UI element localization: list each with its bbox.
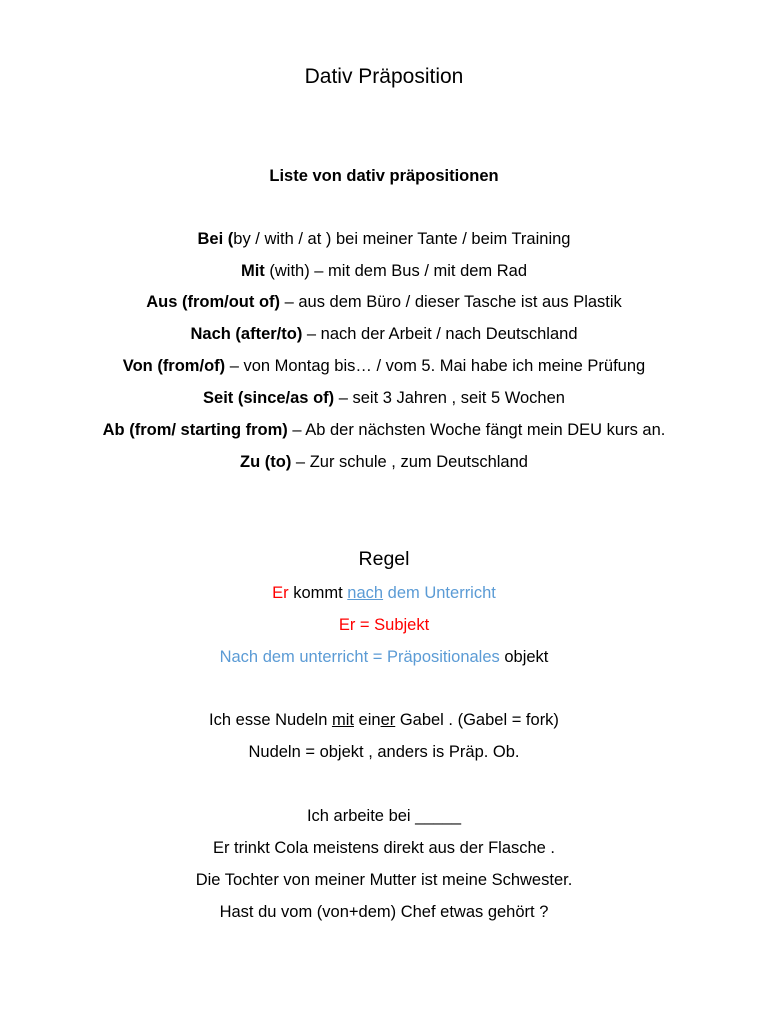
- preposition-term: Zu (to): [240, 453, 292, 471]
- preposition-term: Bei (: [197, 230, 234, 248]
- verb-text: kommt: [288, 584, 348, 602]
- list-item: [0, 451, 768, 473]
- preposition-word: mit: [331, 711, 354, 729]
- exercise-line: Er trinkt Cola meistens direkt aus der Flasche .: [212, 839, 556, 857]
- example-sentence: [0, 582, 768, 604]
- list-item: [0, 419, 768, 441]
- example-sentence-2: [0, 709, 768, 731]
- preposition-example: – von Montag bis… / vom 5. Mai habe ich meine Prüfung: [225, 357, 646, 375]
- sentence-part: Gabel . (Gabel = fork): [395, 711, 559, 729]
- preposition-example: by / with / at ) bei meiner Tante / beim Training: [233, 230, 571, 248]
- list-item: [0, 260, 768, 282]
- list-heading: Liste von dativ präpositionen: [269, 167, 499, 185]
- object-note-blue: Nach dem unterricht = Präpositionales: [219, 648, 500, 666]
- preposition-term: Mit: [240, 262, 265, 280]
- preposition-example: – nach der Arbeit / nach Deutschland: [302, 325, 578, 343]
- preposition-term: Nach (after/to): [190, 325, 303, 343]
- subject-word: Er: [272, 584, 289, 602]
- sentence-part: Ich esse Nudeln: [209, 711, 332, 729]
- object-note: [0, 646, 768, 668]
- sentence-2-note: Nudeln = objekt , anders is Präp. Ob.: [248, 743, 520, 761]
- object-text: dem Unterricht: [383, 584, 496, 602]
- preposition-example: – Zur schule , zum Deutschland: [291, 453, 528, 471]
- list-item: [0, 355, 768, 377]
- preposition-term: Seit (since/as of): [203, 389, 335, 407]
- preposition-example: – Ab der nächsten Woche fängt mein DEU kurs an.: [287, 421, 666, 439]
- dative-ending: er: [380, 711, 396, 729]
- list-item: [0, 228, 768, 250]
- page-title: Dativ Präposition: [304, 65, 464, 88]
- exercise-line: Ich arbeite bei _____: [306, 807, 462, 825]
- preposition-term: Ab (from/ starting from): [102, 421, 288, 439]
- list-item: [0, 323, 768, 345]
- list-item: [0, 387, 768, 409]
- exercise-line: Die Tochter von meiner Mutter ist meine Schwester.: [195, 871, 573, 889]
- preposition-example: – seit 3 Jahren , seit 5 Wochen: [334, 389, 565, 407]
- sentence-part: ein: [353, 711, 381, 729]
- preposition-term: Aus (from/out of): [146, 293, 281, 311]
- object-note-black: objekt: [499, 648, 549, 666]
- preposition-term: Von (from/of): [122, 357, 226, 375]
- regel-title: Regel: [358, 548, 410, 570]
- preposition-example: (with) – mit dem Bus / mit dem Rad: [264, 262, 528, 280]
- preposition-example: – aus dem Büro / dieser Tasche ist aus Plastik: [280, 293, 622, 311]
- exercise-line: Hast du vom (von+dem) Chef etwas gehört ?: [219, 903, 549, 921]
- subject-note: Er = Subjekt: [338, 616, 430, 634]
- list-item: [0, 291, 768, 313]
- preposition-word: nach: [347, 584, 384, 602]
